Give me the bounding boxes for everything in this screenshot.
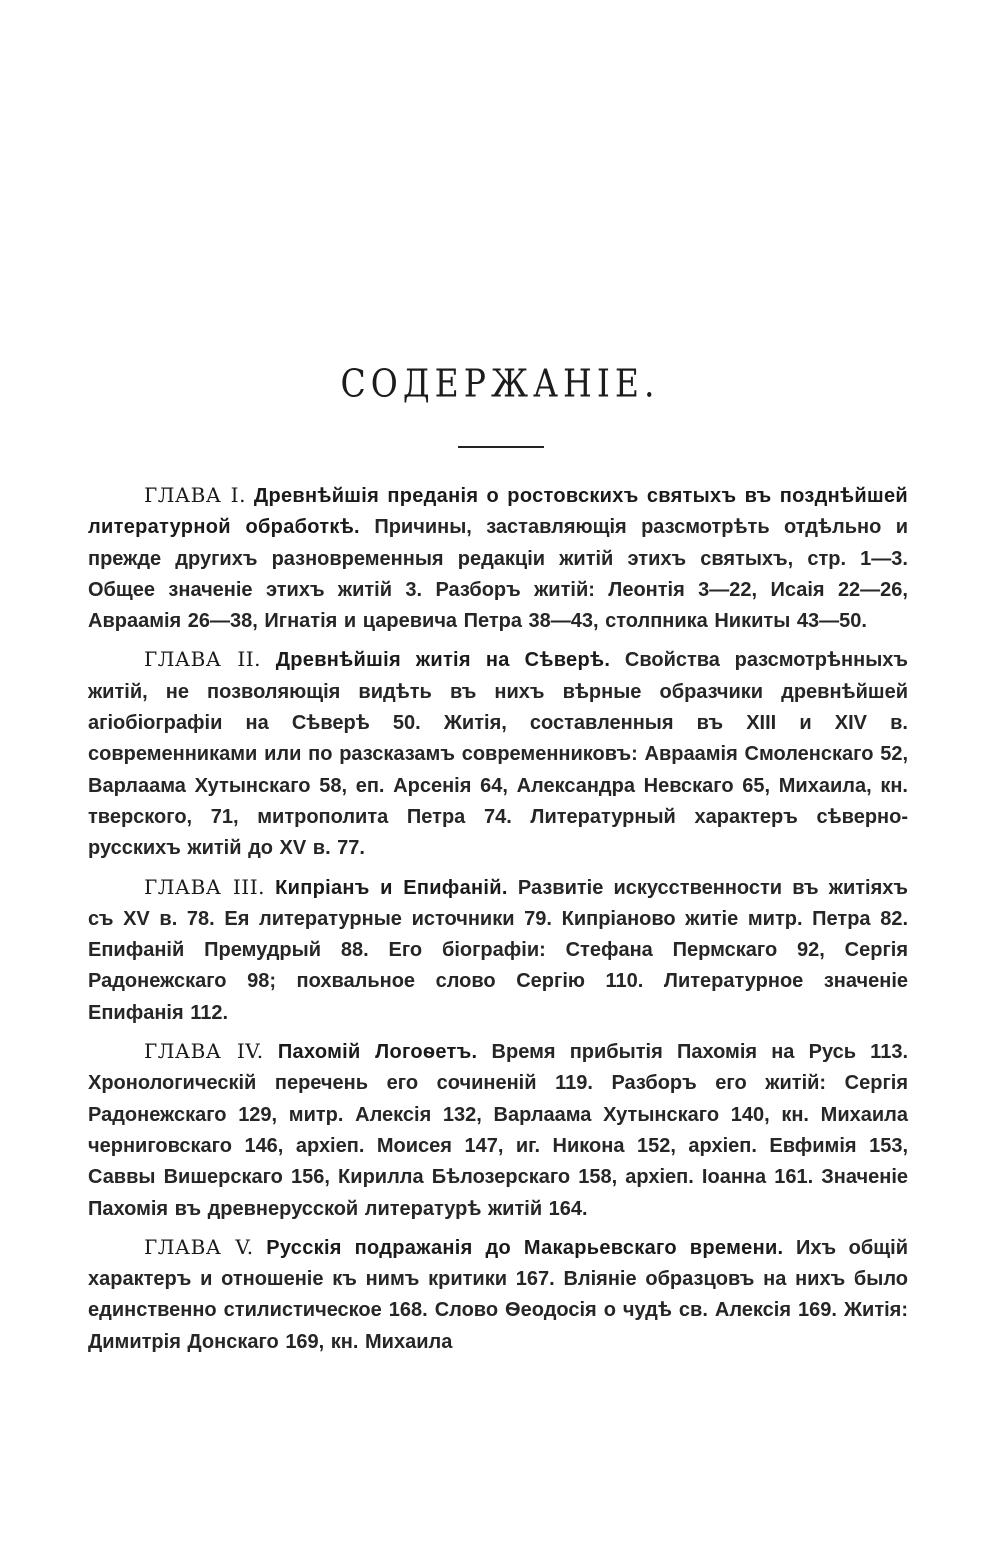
chapter-entry-2 <box>88 644 908 864</box>
chapter-summary: Свойства разсмотрѣнныхъ житій, не позволяющія видѣть въ нихъ вѣрные образчики древнѣйшей агіобіографіи на Сѣверѣ 50. Житія, составленныя въ XIII и XIV в. современниками или по разсказамъ современниковъ: Авраамія Смоленскаго 52, Варлаама Хутынскаго 58, еп. Арсенія 64, Александра Невскаго 65, Михаила, кн. тверского, 71, митрополита Петра 74. Литературный характеръ сѣверно-русскихъ житій до XV в. 77. <box>88 649 909 860</box>
chapter-summary: Развитіе искусственности въ житіяхъ съ XV в. 78. Ея литературные источники 79. Кипріаново житіе митр. Петра 82. Епифаній Премудрый 88. Его біографіи: Стефана Пермскаго 92, Сергія Радонежскаго 98; похвальное слово Сергію 110. Литературное значеніе Епифанія 112. <box>88 876 908 1024</box>
chapter-summary: Ихъ общій характеръ и отношеніе къ нимъ критики 167. Вліяніе образцовъ на нихъ было единственно стилистическое 168. Слово Ѳеодосія о чудѣ св. Алексія 169. Житія: Димитрія Донскаго 169, кн. Михаила <box>88 1236 908 1353</box>
chapter-entry-5 <box>88 1232 908 1358</box>
chapter-summary: Время прибытія Пахомія на Русь 113. Хронологическій перечень его сочиненій 119. Разборъ его житій: Сергія Радонежскаго 129, митр. Алексія 132, Варлаама Хутынскаго 140, кн. Михаила черниговскаго 146, архіеп. Моисея 147, иг. Никона 152, архіеп. Евфимія 153, Саввы Вишерскаго 156, Кирилла Бѣлозерскаго 158, архіеп. Іоанна 161. Значеніе Пахомія въ древнерусской литературѣ житій 164. <box>88 1041 909 1220</box>
chapter-title: Пахомій Логоѳетъ. <box>277 1041 478 1064</box>
chapter-title: Кипріанъ и Епифаній. <box>275 876 508 899</box>
page-title: СОДЕРЖАНІЕ. <box>340 361 660 406</box>
chapter-entry-1 <box>88 480 908 637</box>
chapter-heading: ГЛАВА V. <box>144 1234 254 1259</box>
title-divider <box>458 446 544 448</box>
chapter-entry-4 <box>88 1036 908 1225</box>
chapter-heading: ГЛАВА II. <box>144 647 262 672</box>
chapter-title: Русскія подражанія до Макарьевскаго времени. <box>266 1236 784 1259</box>
chapter-title: Древнѣйшія житія на Сѣверѣ. <box>275 649 611 672</box>
chapter-heading: ГЛАВА III. <box>144 874 265 899</box>
chapter-title: Древнѣйшія преданія о ростовскихъ святыхъ въ позднѣйшей литературной обработкѣ. <box>88 485 908 539</box>
chapter-heading: ГЛАВА IV. <box>144 1039 264 1064</box>
table-of-contents <box>88 480 908 1365</box>
chapter-entry-3 <box>88 872 908 1029</box>
chapter-heading: ГЛАВА I. <box>144 483 246 507</box>
chapter-summary: Причины, заставляющія разсмотрѣть отдѣльно и прежде другихъ разновременныя редакціи житій этихъ святыхъ, стр. 1—3. Общее значеніе этихъ житій 3. Разборъ житій: Леонтія 3—22, Исаія 22—26, Авраамія 26—38, Игнатія и царевича Петра 38—43, столпника Никиты 43—50. <box>88 516 909 633</box>
